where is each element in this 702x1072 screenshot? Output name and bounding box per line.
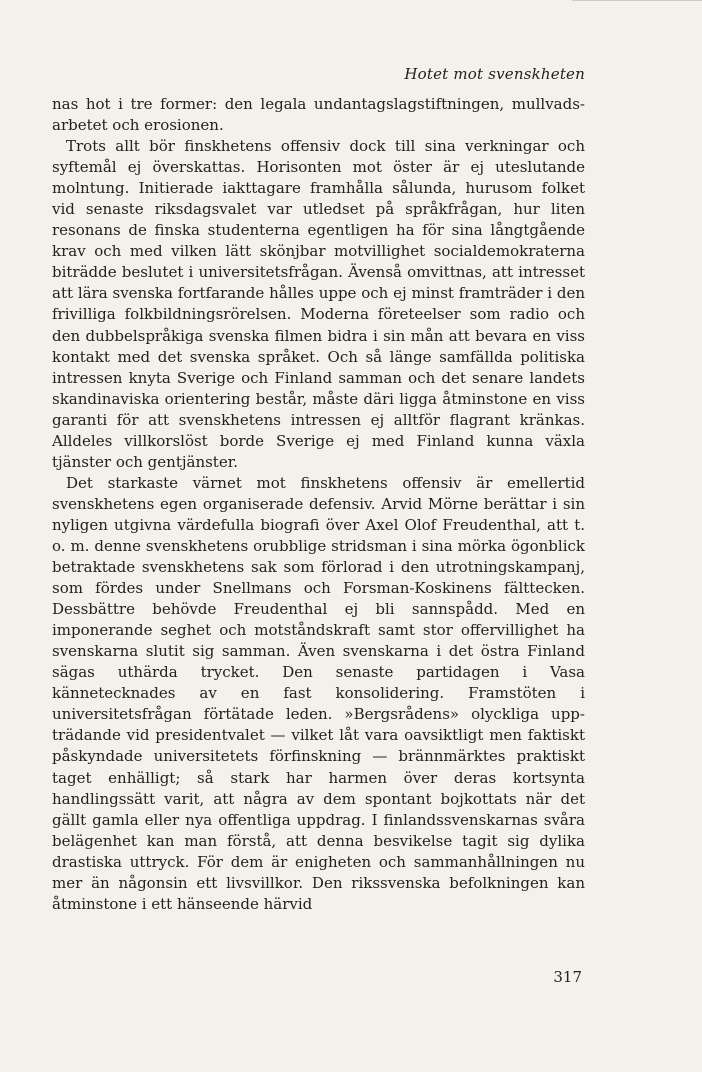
- running-header: Hotet mot svenskheten: [404, 65, 585, 83]
- paragraph: Trots allt bör finskhetens offensiv dock till sina verkningar och syftemål ej överskattas. Horisonten mot öster är ej uteslutande molntung. Initierade iakttagare framhålla sålunda, hurusom folket vid senaste riksdagsvalet var utledset på språkfrågan, hur liten resonans de finska studenterna egentligen ha för sina långtgående krav och med vilken lätt skönjbar motvillighet socialdemokraterna biträdde beslutet i universitetsfrågan. Ävenså omvittnas, att intresset att lära svenska fortfarande hålles uppe och ej minst framträder i den frivilliga folkbildningsrörelsen. Moderna företeelser som radio och den dubbelspråkiga svenska filmen bidra i sin mån att bevara en viss kontakt med det svenska språket. Och så länge samfällda politiska intressen knyta Sverige och Finland samman och det senare landets skandinaviska orientering består, måste däri ligga åtminstone en viss garanti för att svenskhetens intressen ej alltför flagrant kränkas. Alldeles villkorslöst borde Sverige ej med Finland kunna växla tjänster och gentjänster.: [52, 137, 585, 471]
- paragraph-continuation: nas hot i tre former: den legala undantagslagstiftningen, mullvadsarbetet och erosionen.: [52, 95, 585, 135]
- page-number: 317: [553, 968, 582, 986]
- paragraph: Det starkaste värnet mot finskhetens offensiv är emellertid svenskhetens egen organiserade defensiv. Arvid Mörne berättar i sin nyligen utgivna värdefulla biografi över Axel Olof Freudenthal, att t. o. m. denne svenskhetens orubblige stridsman i sina mörka ögonblick betraktade svenskhetens sak som förlorad i den utrotningskampanj, som fördes under Snellmans och Forsman-Koskinens fälttecken. Dessbättre behövde Freudenthal ej bli sannspådd. Med en imponerande seghet och motståndskraft samt stor offervillighet ha svenskarna slutit sig samman. Även svenskarna i det östra Finland sägas uthärda trycket. Den senaste partidagen i Vasa kännetecknades av en fast konsolidering. Framstöten i universitetsfrågan förtätade leden. »Bergsrådens» olyckliga uppträdande vid presidentvalet — vilket låt vara oavsiktligt men faktiskt påskyndade universitetets förfinskning — brännmärktes praktiskt taget enhälligt; så stark har harmen över deras kortsynta handlingssätt varit, att några av dem spontant bojkottats när det gällt gamla eller nya offentliga uppdrag. I finlandssvenskarnas svåra belägenhet kan man förstå, att denna besvikelse tagit sig dylika drastiska uttryck. För dem är enigheten och sammanhållningen nu mer än någonsin ett livsvillkor. Den rikssvenska befolkningen kan åtminstone i ett hänseende härvid: [52, 473, 585, 913]
- body-text: [52, 94, 585, 915]
- top-edge-rule: [572, 0, 702, 1]
